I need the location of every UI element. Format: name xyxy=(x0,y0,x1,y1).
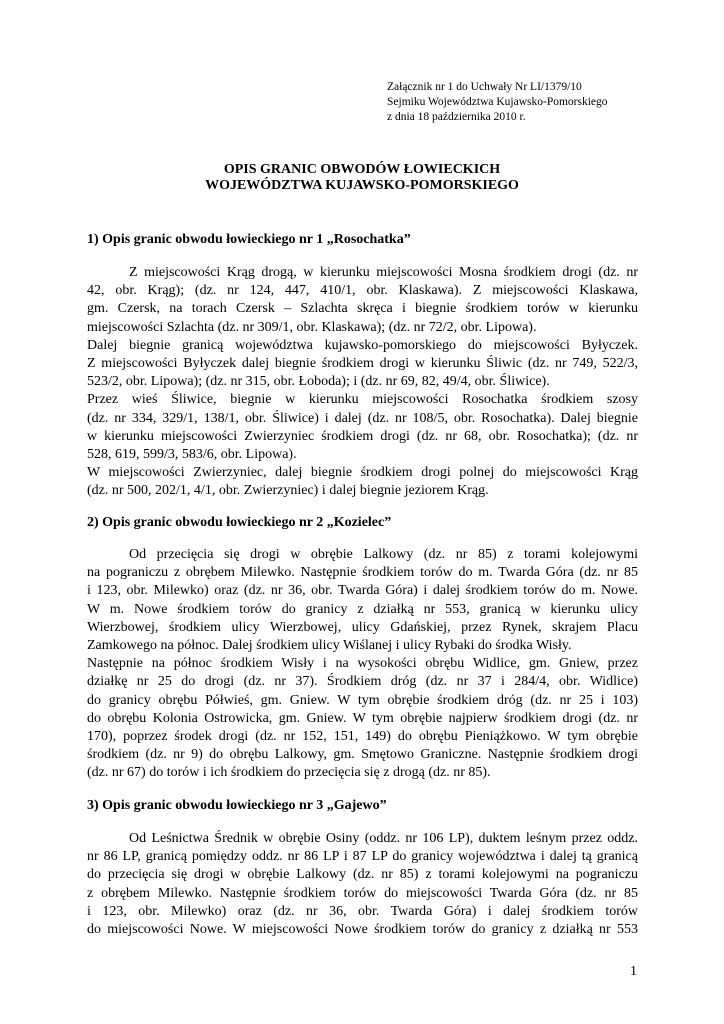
text-line: środkiem (dz. nr 9) do obrębu Lalkowy, gm. Smętowo Graniczne. Następnie środkiem drogi xyxy=(87,747,638,763)
text-line: Następnie na północ środkiem Wisły i na wysokości obrębu Widlice, gm. Gniew, przez xyxy=(87,656,638,672)
text-line: i 123, obr. Milewko) oraz (dz. nr 36, obr. Twarda Góra) i dalej środkiem torów do m. Nowe. xyxy=(87,583,638,599)
text-line: (dz. nr 500, 202/1, 4/1, obr. Zwierzyniec) i dalej biegnie jeziorem Krąg. xyxy=(87,483,489,499)
text-line: Przez wieś Śliwice, biegnie w kierunku miejscowości Rosochatka środkiem szosy xyxy=(87,392,638,408)
text-line: 170), poprzez środek drogi (dz. nr 152, 151, 149) do obrębu Pieniążkowo. W tym obrębie xyxy=(87,728,638,744)
text-line: do przecięcia się drogi w obrębie Lalkowy (dz. nr 85) z torami kolejowymi na pograniczu xyxy=(87,867,638,883)
text-line: 42, obr. Krąg); (dz. nr 124, 447, 410/1, obr. Klaskawa). Z miejscowości Klaskawa, xyxy=(87,283,638,299)
text-line: miejscowości Szlachta (dz. nr 309/1, obr. Klaskawa); (dz. nr 72/2, obr. Lipowa). xyxy=(87,319,537,335)
text-line: Zamkowego na północ. Dalej środkiem ulicy Wiślanej i ulicy Rybaki do środka Wisły. xyxy=(87,637,572,653)
text-line: Dalej biegnie granicą województwa kujawsko-pomorskiego do miejscowości Byłyczek. xyxy=(87,337,638,353)
text-line: W miejscowości Zwierzyniec, dalej biegnie środkiem drogi polnej do miejscowości Krąg xyxy=(87,465,638,481)
text-line: (dz. nr 334, 329/1, 138/1, obr. Śliwice) i dalej (dz. nr 108/5, obr. Rosochatka). Dalej biegnie xyxy=(87,410,638,426)
title-line-1: OPIS GRANIC OBWODÓW ŁOWIECKICH xyxy=(223,162,501,177)
text-line: Z miejscowości Krąg drogą, w kierunku miejscowości Mosna środkiem drogi (dz. nr xyxy=(129,265,638,280)
text-line: (dz. nr 67) do torów i ich środkiem do przecięcia się z drogą (dz. nr 85). xyxy=(87,765,491,781)
text-line: Z miejscowości Byłyczek dalej biegnie środkiem drogi w kierunku Śliwic (dz. nr 749, 522/3, xyxy=(87,355,638,371)
title-line-2: WOJEWÓDZTWA KUJAWSKO-POMORSKIEGO xyxy=(205,178,519,193)
annex-line: z dnia 18 października 2010 r. xyxy=(387,111,526,123)
text-line: działkę nr 25 do drogi (dz. nr 37). Środkiem dróg (dz. nr 37 i 284/4, obr. Widlice) xyxy=(87,674,638,690)
text-line: z obrębem Milewko. Następnie środkiem torów do miejscowości Twarda Góra (dz. nr 85 xyxy=(87,885,638,901)
text-line: w kierunku miejscowości Zwierzyniec środkiem drogi (dz. nr 68, obr. Rosochatka); (dz. nr xyxy=(87,428,638,444)
text-line: Wierzbowej, środkiem ulicy Wierzbowej, ulicy Gdańskiej, przez Rynek, skrajem Placu xyxy=(87,619,638,635)
text-line: W m. Nowe środkiem torów do granicy z działką nr 553, granicą w kierunku ulicy xyxy=(87,601,638,617)
text-line: Od Leśnictwa Średnik w obrębie Osiny (oddz. nr 106 LP), duktem leśnym przez oddz. xyxy=(129,831,638,846)
section-1-heading: 1) Opis granic obwodu łowieckiego nr 1 „Rosochatka” xyxy=(87,232,411,247)
page-number: 1 xyxy=(630,964,637,979)
text-line: do miejscowości Nowe. W miejscowości Nowe środkiem torów do granicy z działką nr 553 xyxy=(87,921,638,937)
section-3-heading: 3) Opis granic obwodu łowieckiego nr 3 „Gajewo” xyxy=(87,798,387,813)
text-line: do granicy obrębu Półwieś, gm. Gniew. W tym obrębie środkiem dróg (dz. nr 25 i 103) xyxy=(87,692,638,708)
text-line: do obrębu Kolonia Ostrowicka, gm. Gniew. W tym obrębie najpierw środkiem drogi (dz. nr xyxy=(87,710,638,726)
section-2-body xyxy=(87,546,638,782)
annex-line: Sejmiku Województwa Kujawsko-Pomorskiego xyxy=(387,96,608,108)
text-line: 523/2, obr. Lipowa); (dz. nr 315, obr. Łoboda); i (dz. nr 69, 82, 49/4, obr. Śliwice). xyxy=(87,374,550,390)
text-line: na pograniczu z obrębem Milewko. Następnie środkiem torów do m. Twarda Góra (dz. nr 85 xyxy=(87,565,638,581)
text-line: nr 86 LP, granicą pomiędzy oddz. nr 86 LP i 87 LP do granicy województwa i dalej tą granicą xyxy=(87,849,638,865)
annex-note xyxy=(387,80,608,125)
section-2-heading: 2) Opis granic obwodu łowieckiego nr 2 „Kozielec” xyxy=(87,515,392,530)
section-3-body xyxy=(87,830,638,939)
annex-line: Załącznik nr 1 do Uchwały Nr LI/1379/10 xyxy=(387,81,582,93)
text-line: gm. Czersk, na torach Czersk – Szlachta skręca i biegnie środkiem torów w kierunku xyxy=(87,301,638,317)
text-line: Od przecięcia się drogi w obrębie Lalkowy (dz. nr 85) z torami kolejowymi xyxy=(129,547,638,562)
document-title xyxy=(0,162,724,194)
section-1-body xyxy=(87,264,638,500)
text-line: i 123, obr. Milewko) oraz (dz. nr 36, obr. Twarda Góra) i dalej środkiem torów xyxy=(87,903,638,919)
text-line: 528, 619, 599/3, 583/6, obr. Lipowa). xyxy=(87,446,297,462)
